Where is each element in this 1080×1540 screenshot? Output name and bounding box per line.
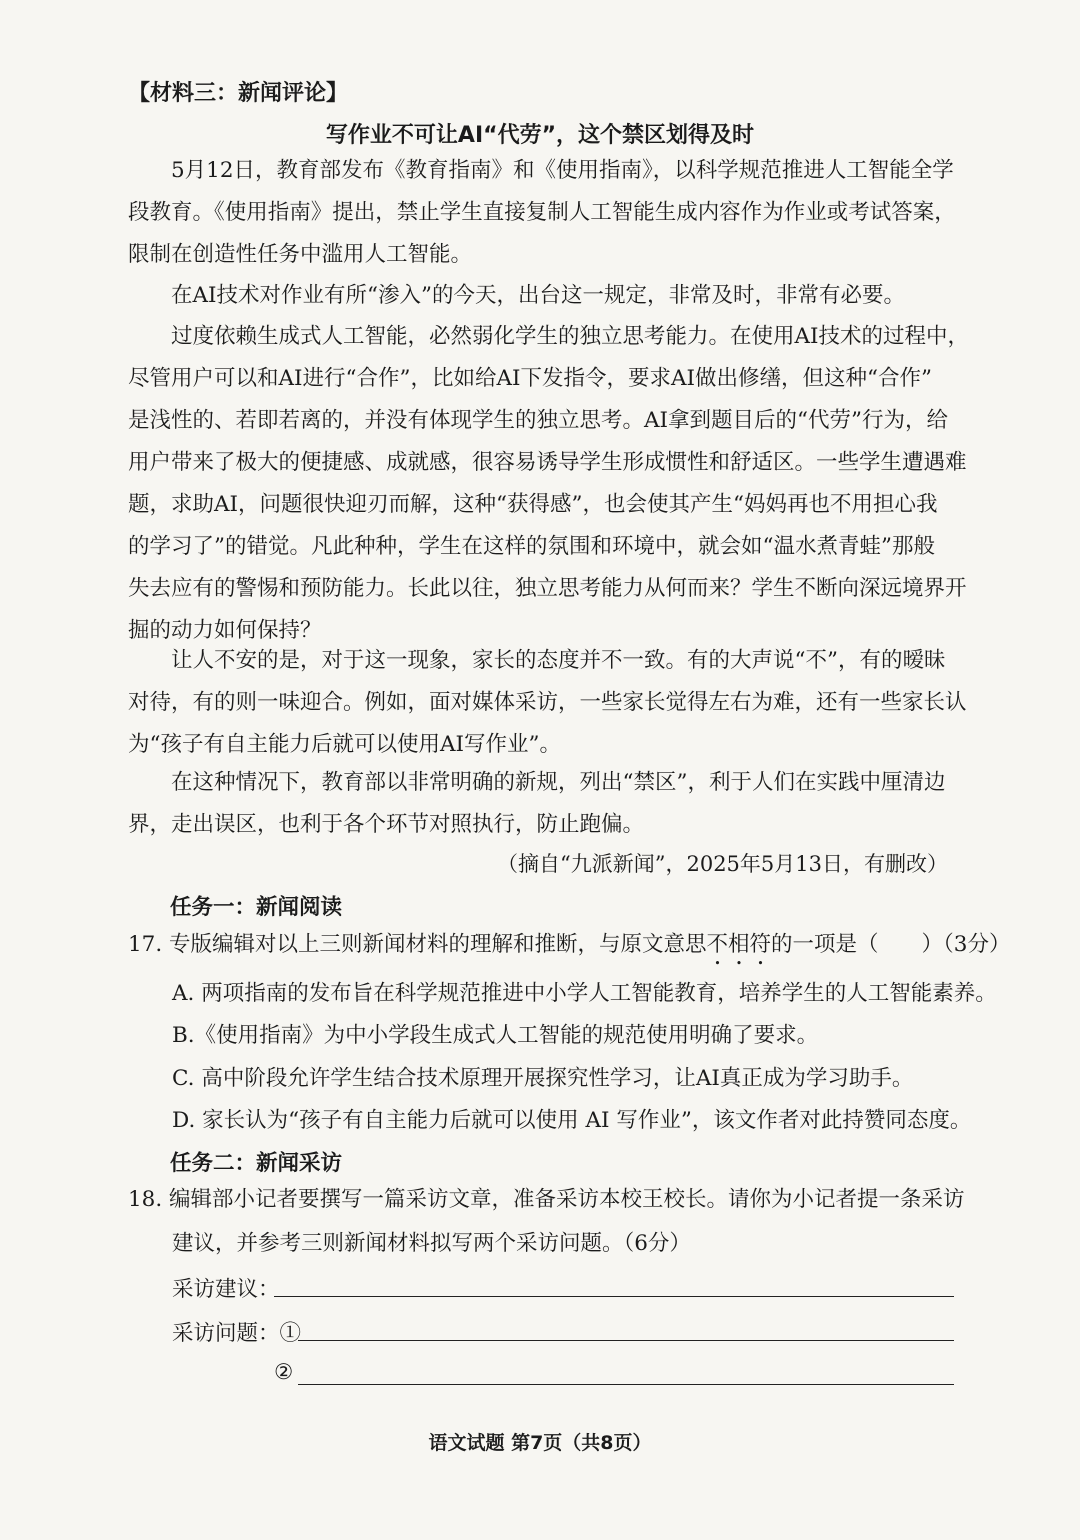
question-18 [128,1178,965,1266]
question-label: 采访问题：① [172,1321,302,1346]
option-a: A. 两项指南的发布旨在科学规范推进中小学人工智能教育，培养学生的人工智能素养。 [172,981,997,1006]
paragraph-line: 界，走出误区，也利于各个环节对照执行，防止跑偏。 [128,812,645,837]
task2-heading: 任务二：新闻采访 [170,1151,343,1176]
paragraph-line: 在AI技术对作业有所“渗入”的今天，出台这一规定，非常及时，非常有必要。 [171,283,906,308]
paragraph-line: 题，求助AI，问题很快迎刃而解，这种“获得感”，也会使其产生“妈妈再也不用担心我 [128,492,938,517]
paragraph-line: 尽管用户可以和AI进行“合作”，比如给AI下发指令，要求AI做出修缮，但这种“合作” [128,366,933,391]
q18-line-1: 18. 编辑部小记者要撰写一篇采访文章，准备采访本校王校长。请你为小记者提一条采访 [128,1187,965,1212]
question-1-answer-line[interactable] [298,1340,954,1341]
paragraph-line: 是浅性的、若即若离的，并没有体现学生的独立思考。AI拿到题目后的“代劳”行为，给 [128,408,949,433]
paragraph-line: 为“孩子有自主能力后就可以使用AI写作业”。 [128,732,562,757]
material-label: 【材料三：新闻评论】 [128,81,349,106]
paragraph-line: 掘的动力如何保持？ [128,618,322,643]
paragraph-line: 让人不安的是，对于这一现象，家长的态度并不一致。有的大声说“不”，有的暧昧 [171,648,946,673]
paragraph-line: 限制在创造性任务中滥用人工智能。 [128,242,473,267]
suggestion-answer-line[interactable] [274,1296,954,1297]
paragraph-line: 过度依赖生成式人工智能，必然弱化学生的独立思考能力。在使用AI技术的过程中， [171,324,970,349]
article-source: （摘自“九派新闻”，2025年5月13日，有删改） [497,852,948,876]
option-d: D. 家长认为“孩子有自主能力后就可以使用 AI 写作业”，该文作者对此持赞同态度。 [172,1108,972,1133]
task1-heading: 任务一：新闻阅读 [170,895,343,920]
q17-emphasis: 不相符 [706,932,772,957]
question-2-mark: ② [274,1360,294,1385]
paragraph-line: 失去应有的警惕和预防能力。长此以往，独立思考能力从何而来？学生不断向深远境界开 [128,576,967,601]
article-paragraph-4 [128,640,967,766]
paragraph-line: 段教育。《使用指南》提出，禁止学生直接复制人工智能生成内容作为作业或考试答案， [128,200,956,225]
paragraph-line: 对待，有的则一味迎合。例如，面对媒体采访，一些家长觉得左右为难，还有一些家长认 [128,690,967,715]
question-2-answer-line[interactable] [298,1384,954,1385]
option-c: C. 高中阶段允许学生结合技术原理开展探究性学习，让AI真正成为学习助手。 [172,1066,914,1091]
question-17 [128,923,1010,970]
suggestion-label: 采访建议： [172,1277,280,1302]
option-b: B.《使用指南》为中小学段生成式人工智能的规范使用明确了要求。 [172,1023,819,1048]
paragraph-line: 用户带来了极大的便捷感、成就感，很容易诱导学生形成惯性和舒适区。一些学生遭遇难 [128,450,967,475]
article-paragraph-1 [128,150,954,276]
paragraph-line: 在这种情况下，教育部以非常明确的新规，列出“禁区”，利于人们在实践中厘清边 [171,770,946,795]
article-paragraph-5 [128,762,954,846]
paragraph-line: 5月12日，教育部发布《教育指南》和《使用指南》，以科学规范推进人工智能全学 [171,158,954,183]
article-title: 写作业不可让AI“代劳”，这个禁区划得及时 [325,123,755,148]
q17-text-after: 的一项是（ ）（3分） [771,932,1011,957]
q18-line-2: 建议，并参考三则新闻材料拟写两个采访问题。（6分） [172,1231,691,1256]
page-footer: 语文试题 第7页（共8页） [428,1432,652,1454]
paragraph-line: 的学习了”的错觉。凡此种种，学生在这样的氛围和环境中，就会如“温水煮青蛙”那般 [128,534,935,559]
q17-text-before: 17. 专版编辑对以上三则新闻材料的理解和推断，与原文意思 [128,932,707,957]
article-paragraph-3 [128,316,970,652]
article-paragraph-2 [128,275,954,317]
